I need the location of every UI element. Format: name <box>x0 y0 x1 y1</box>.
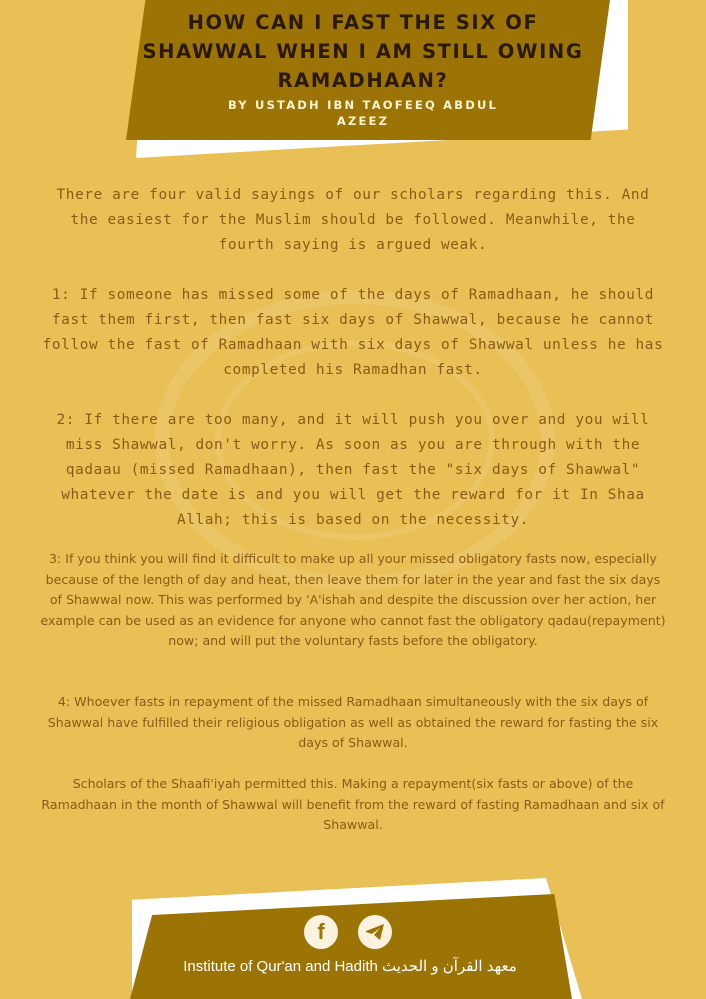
author-byline: BY USTADH IBN TAOFEEQ ABDUL AZEEZ <box>227 98 499 128</box>
institute-name <box>140 955 560 979</box>
saying-1-paragraph: 1: If someone has missed some of the days of Ramadhaan, he should fast them first, then fast six days of Shawwal, because he cannot follow the fast of Ramadhaan with six days of Shawwal unless he has completed his Ramadhan fast. <box>42 287 664 378</box>
telegram-plane-icon <box>365 923 385 941</box>
saying-2-paragraph: 2: If there are too many, and it will push you over and you will miss Shawwal, don't worry. As soon as you are through with the qadaau (missed Ramadhaan), then fast the "six days of Shawwal" whatever the date is and you will get the reward for it In Shaa Allah; this is based on the necessity. <box>56 412 650 528</box>
telegram-icon[interactable] <box>358 915 392 949</box>
institute-name-arabic: معهد القرآن و الحديث <box>382 958 517 975</box>
page-title: HOW CAN I FAST THE SIX OF SHAWWAL WHEN I AM STILL OWING RAMADHAAN? <box>142 11 584 92</box>
saying-4-paragraph: 4: Whoever fasts in repayment of the missed Ramadhaan simultaneously with the six days of Shawwal have fulfilled their religious obligation as well as obtained the reward for fasting the six days of Shawwal. <box>47 694 659 750</box>
saying-3-paragraph: 3: If you think you will find it difficult to make up all your missed obligatory fasts now, especially because of the length of day and heat, then leave them for later in the year and fast the six days of Shawwal now. This was performed by 'A'ishah and despite the discussion over her action, her example can be used as an evidence for anyone who cannot fast the obligatory qadau(repayment) now; and will put the voluntary fasts before the obligatory. <box>40 551 666 648</box>
institute-name-english: Institute of Qur'an and Hadith <box>183 958 378 975</box>
closing-paragraph: Scholars of the Shaafi'iyah permitted this. Making a repayment(six fasts or above) of the Ramadhaan in the month of Shawwal will benefit from the reward of fasting Ramadhaan and six of Shawwal. <box>41 776 665 832</box>
intro-paragraph: There are four valid sayings of our scholars regarding this. And the easiest for the Muslim should be followed. Meanwhile, the fourth saying is argued weak. <box>56 187 650 253</box>
facebook-icon[interactable]: f <box>304 915 338 949</box>
